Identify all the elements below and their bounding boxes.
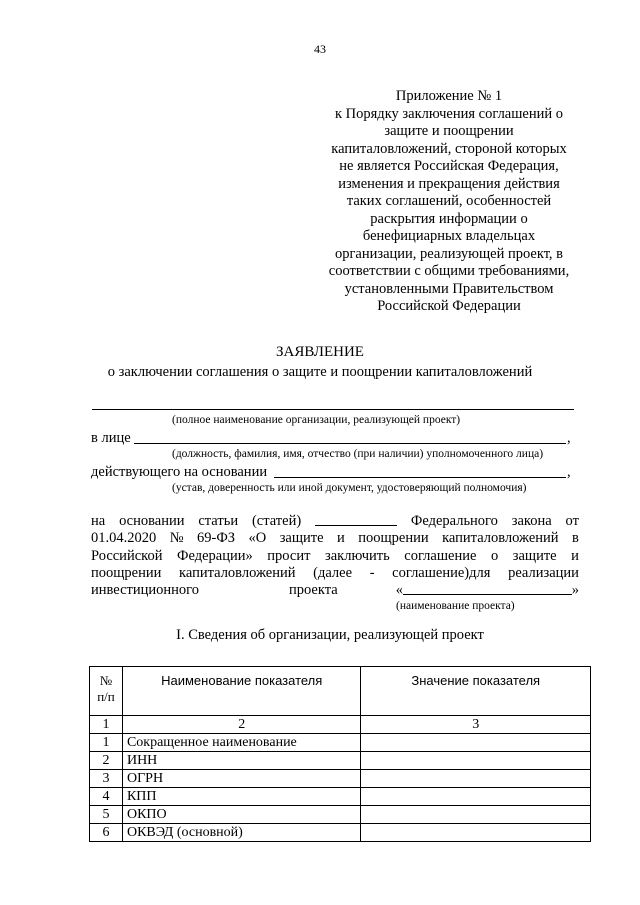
table-row [90,824,591,842]
appendix-line: таких соглашений, особенностей [346,193,552,209]
appendix-line: раскрытия информации о [370,210,528,227]
paragraph-word: поощрении [91,564,162,581]
document-subtitle: о заключении соглашения о защите и поощрении капиталовложений [107,364,533,380]
paragraph-word: - [369,564,375,581]
appendix-line: защите и поощрении [384,123,514,139]
basis-label: действующего на основании [91,464,268,480]
article-number-field[interactable] [315,513,397,526]
paragraph-word: просит [267,547,311,564]
basis-comma: , [567,464,571,480]
quote-open: « [395,582,403,599]
organization-info-table [89,666,591,842]
row-indicator-value[interactable] [361,788,591,806]
paragraph-word: Федерации» [177,547,253,564]
authorized-person-hint: (должность, фамилия, имя, отчество (при наличии) уполномоченного лица) [172,448,544,460]
paragraph-word: (далее [313,564,353,581]
row-indicator-value[interactable] [361,752,591,770]
table-header-row [90,667,591,716]
appendix-line: не является Российская Федерация, [339,158,559,174]
paragraph-word: (статей) [251,513,302,529]
paragraph-word: от [565,513,579,529]
quote-close: » [571,582,579,599]
section-title: I. Сведения об организации, реализующей проект [176,627,484,643]
paragraph-word: основании [119,513,185,529]
table-numbering-row [90,716,591,734]
paragraph-word: инвестиционного [91,582,199,599]
appendix-line: соответствии с общими требованиями, [328,263,570,279]
organization-name-field[interactable] [92,409,574,410]
paragraph-word: Российской [91,547,163,564]
paragraph-word: соглашение)для [392,564,491,581]
paragraph-word: капиталовложений [442,530,559,547]
row-indicator-value[interactable] [361,770,591,788]
paragraph-word: и [337,530,345,547]
authorized-person-field[interactable] [134,443,566,444]
appendix-block [318,88,580,316]
row-indicator-name: ИНН [122,752,361,770]
document-title: ЗАЯВЛЕНИЕ [276,344,364,360]
paragraph-word: № [169,530,184,547]
table-row [90,734,591,752]
project-name-hint: (наименование проекта) [396,600,515,612]
paragraph-word: 69-ФЗ [197,530,236,547]
header-number: № п/п [90,667,123,716]
row-indicator-name: ОГРН [122,770,361,788]
appendix-line: установленными Правительством [344,280,554,297]
paragraph-word: заключить [325,547,390,564]
row-indicator-name: ОКВЭД (основной) [122,824,361,842]
row-number: 6 [90,824,123,842]
appendix-line: бенефициарных владельцах [362,228,536,244]
row-number: 4 [90,788,123,806]
request-paragraph [91,513,579,599]
paragraph-word: поощрении [358,530,429,547]
row-indicator-name: КПП [122,788,361,806]
basis-document-field[interactable] [274,477,566,478]
paragraph-word: защите [279,530,324,547]
table-row [90,752,591,770]
header-indicator-value: Значение показателя [361,667,591,716]
table-cell: 3 [361,716,591,734]
appendix-line: Российской Федерации [377,298,521,314]
row-number: 5 [90,806,123,824]
paragraph-word: соглашение [404,547,477,564]
appendix-line: к Порядку заключения соглашений о [335,105,563,122]
paragraph-word: капиталовложений [179,564,296,581]
basis-document-hint: (устав, доверенность или иной документ, удостоверяющий полномочия) [172,482,527,494]
paragraph-line [91,548,579,565]
row-indicator-value[interactable] [361,824,591,842]
table-cell: 2 [122,716,361,734]
row-indicator-name: Сокращенное наименование [122,734,361,752]
appendix-line: Приложение № 1 [395,88,503,104]
paragraph-word: 01.04.2020 [91,530,157,547]
table-row [90,770,591,788]
paragraph-word: о [490,547,499,564]
paragraph-word: в [572,530,579,547]
paragraph-line [91,530,579,547]
page-number: 43 [314,42,326,56]
table-row [90,788,591,806]
appendix-line: организации, реализующей проект, в [334,245,564,262]
row-number: 1 [90,734,123,752]
row-indicator-name: ОКПО [122,806,361,824]
paragraph-line [91,513,579,530]
row-indicator-value[interactable] [361,734,591,752]
in-person-comma: , [567,430,571,446]
row-indicator-value[interactable] [361,806,591,824]
paragraph-line [91,582,579,599]
paragraph-line [91,565,579,582]
paragraph-word: проекта [289,582,338,599]
paragraph-word: закона [511,513,552,529]
table-row [90,806,591,824]
row-number: 2 [90,752,123,770]
table-cell: 1 [90,716,123,734]
organization-name-hint: (полное наименование организации, реализующей проект) [172,414,461,426]
project-name-field[interactable] [403,582,572,595]
paragraph-word: реализации [508,564,579,581]
paragraph-word: и [571,547,579,564]
in-person-label: в лице [91,430,131,446]
paragraph-word: на [91,513,106,529]
paragraph-word: защите [512,547,557,564]
paragraph-word: статьи [198,513,239,529]
appendix-line: изменения и прекращения действия [338,175,560,192]
appendix-line: капиталовложений, стороной которых [331,140,567,157]
row-number: 3 [90,770,123,788]
paragraph-word: Федерального [410,513,498,529]
header-indicator-name: Наименование показателя [122,667,361,716]
paragraph-word: «О [248,530,267,547]
